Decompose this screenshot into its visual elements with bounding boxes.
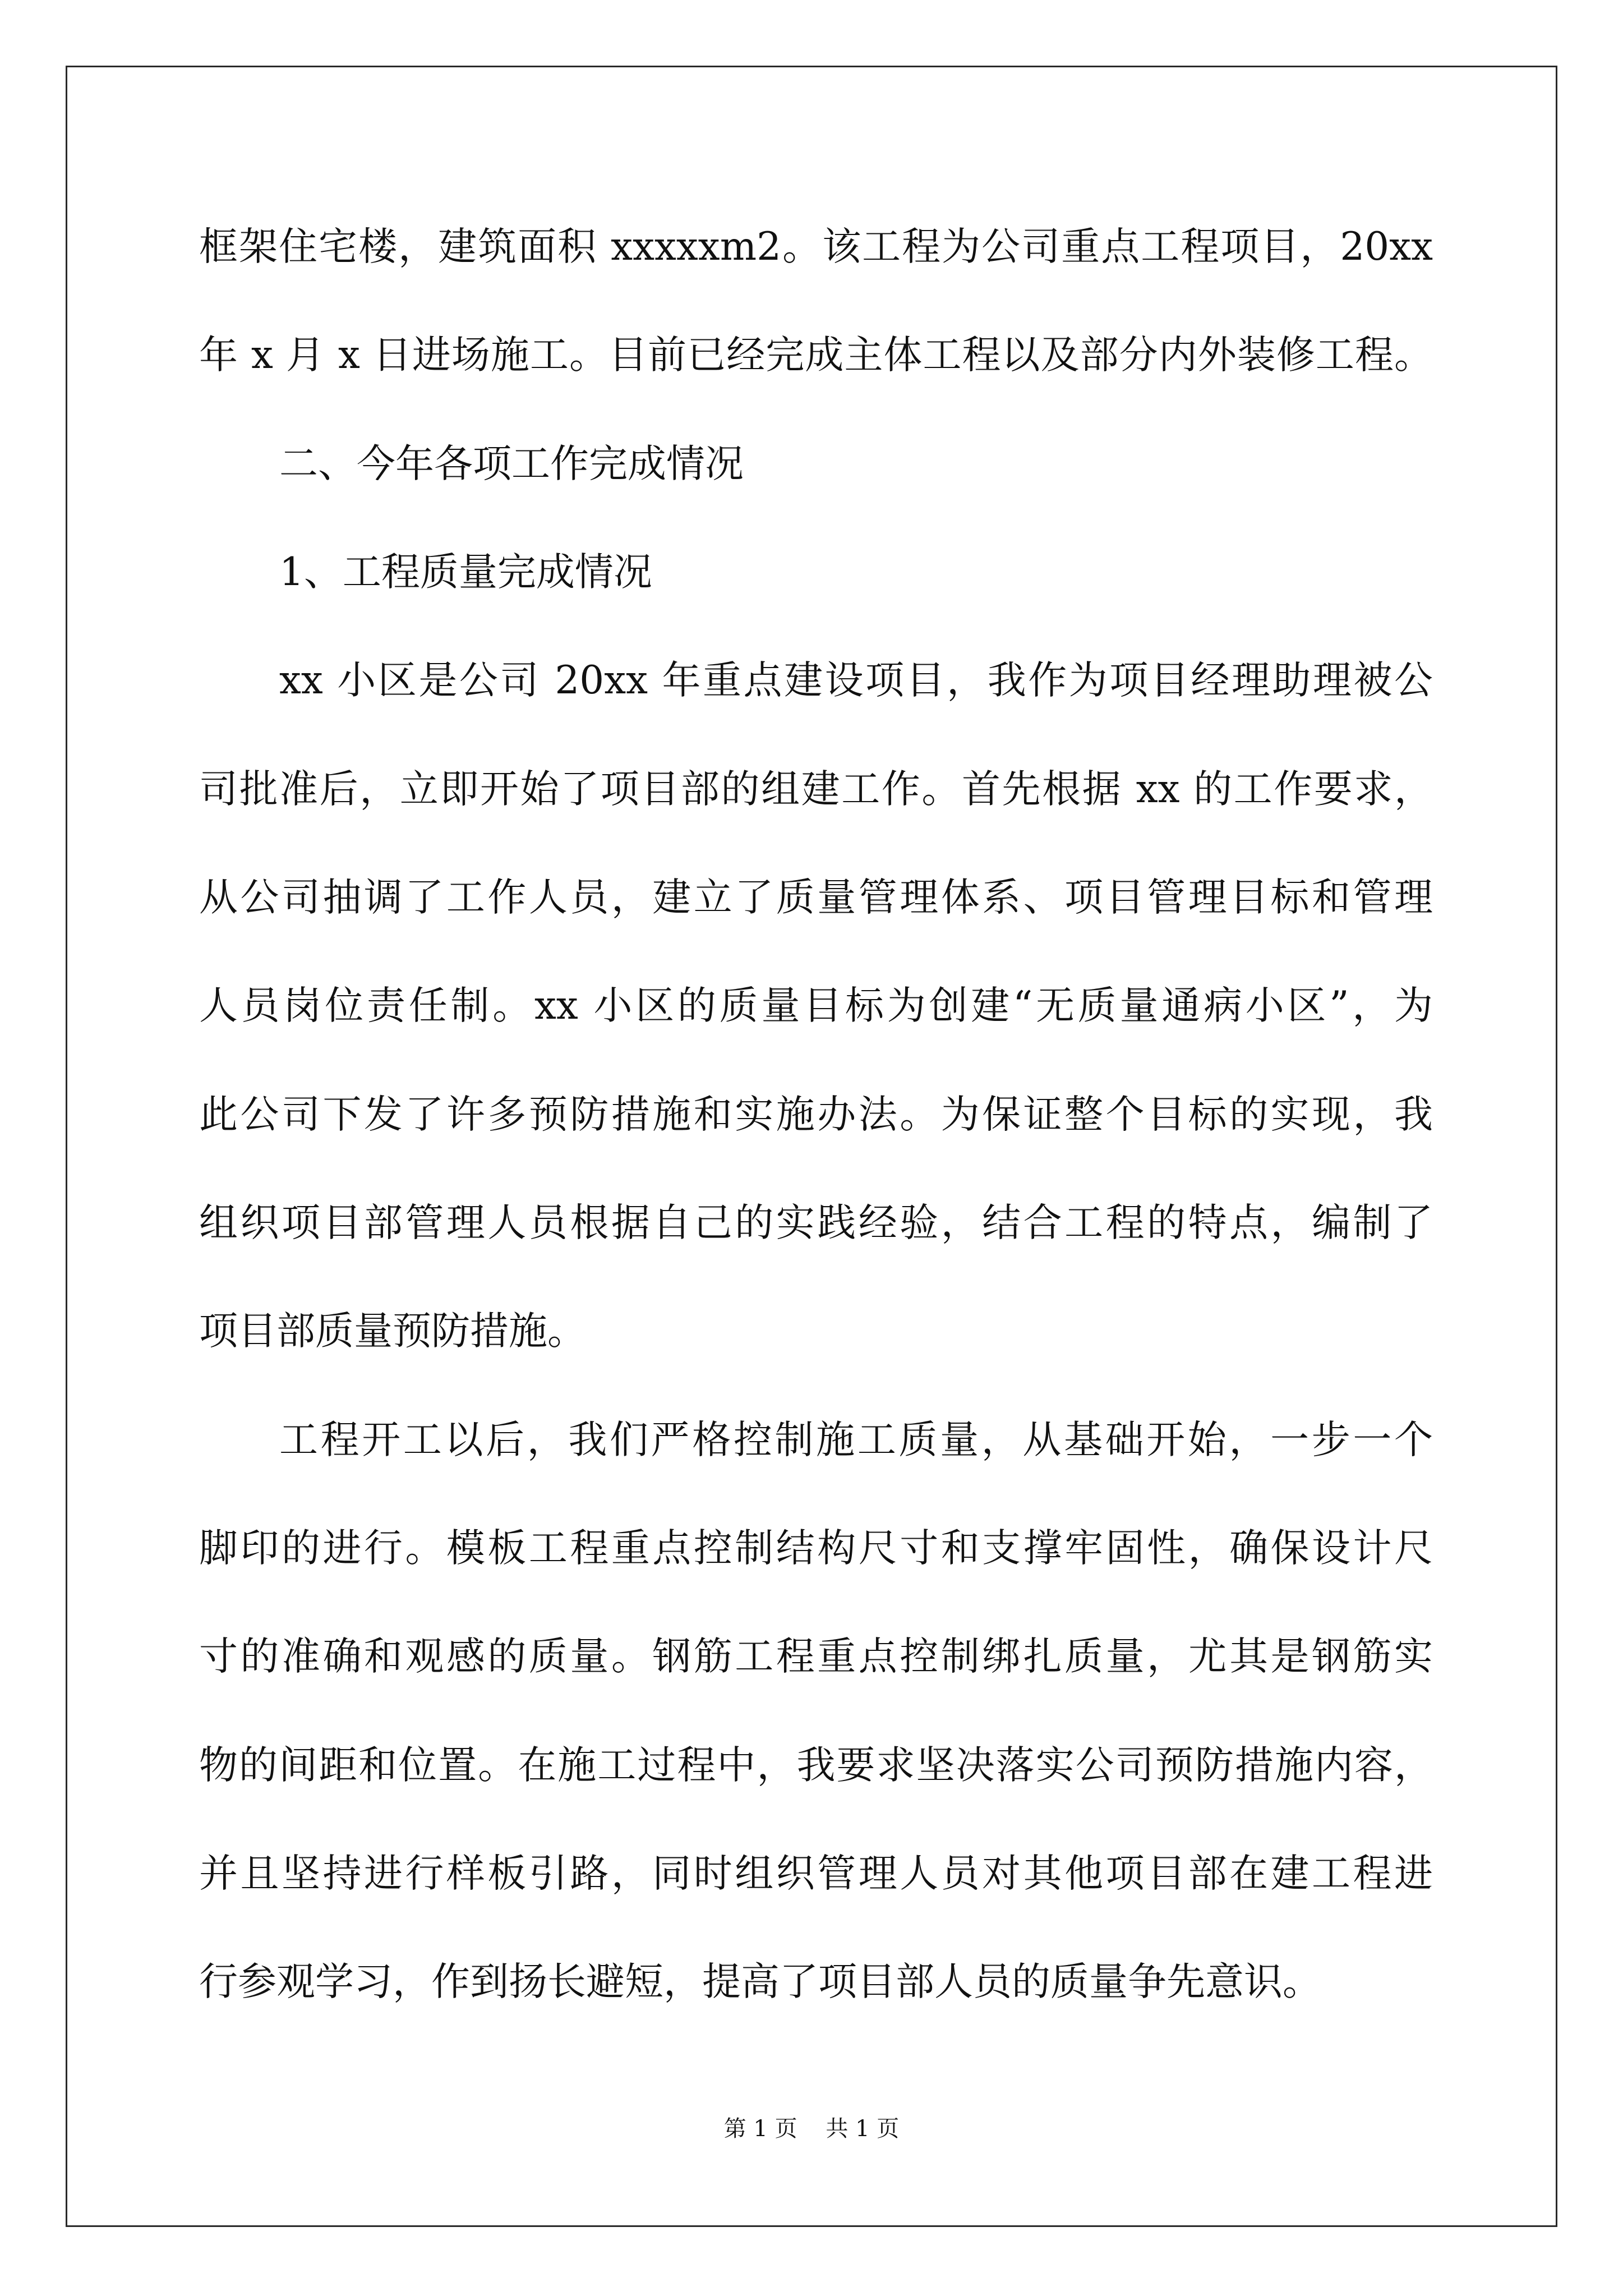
section-heading: 二、今年各项工作完成情况	[279, 441, 744, 486]
text-line: 行参观学习，作到扬长避短，提高了项目部人员的质量争先意识。	[199, 1959, 1321, 2004]
text-line: 项目部质量预防措施。	[199, 1309, 586, 1354]
text-line: 并且坚持进行样板引路，同时组织管理人员对其他项目部在建工程进	[199, 1851, 1433, 1896]
page-number-footer: 第 1 页 共 1 页	[723, 2116, 900, 2142]
text-line: 工程开工以后，我们严格控制施工质量，从基础开始，一步一个	[279, 1418, 1433, 1462]
text-line: 司批准后，立即开始了项目部的组建工作。首先根据 xx 的工作要求，	[199, 767, 1433, 812]
page-border	[66, 66, 1557, 2227]
text-line: 从公司抽调了工作人员，建立了质量管理体系、项目管理目标和管理	[199, 875, 1433, 920]
text-line: 人员岗位责任制。xx 小区的质量目标为创建“无质量通病小区”，为	[199, 983, 1433, 1028]
text-line: 脚印的进行。模板工程重点控制结构尺寸和支撑牢固性，确保设计尺	[199, 1526, 1433, 1571]
text-line: 组织项目部管理人员根据自己的实践经验，结合工程的特点，编制了	[199, 1200, 1433, 1245]
text-line: 物的间距和位置。在施工过程中，我要求坚决落实公司预防措施内容，	[199, 1743, 1433, 1788]
text-line: xx 小区是公司 20xx 年重点建设项目，我作为项目经理助理被公	[279, 658, 1433, 703]
text-line: 此公司下发了许多预防措施和实施办法。为保证整个目标的实现，我	[199, 1092, 1433, 1137]
text-line: 寸的准确和观感的质量。钢筋工程重点控制绑扎质量，尤其是钢筋实	[199, 1634, 1433, 1679]
subsection-heading: 1、工程质量完成情况	[279, 550, 652, 595]
text-line: 框架住宅楼，建筑面积 xxxxxm2。该工程为公司重点工程项目，20xx	[199, 224, 1433, 269]
text-line: 年 x 月 x 日进场施工。目前已经完成主体工程以及部分内外装修工程。	[199, 333, 1433, 378]
